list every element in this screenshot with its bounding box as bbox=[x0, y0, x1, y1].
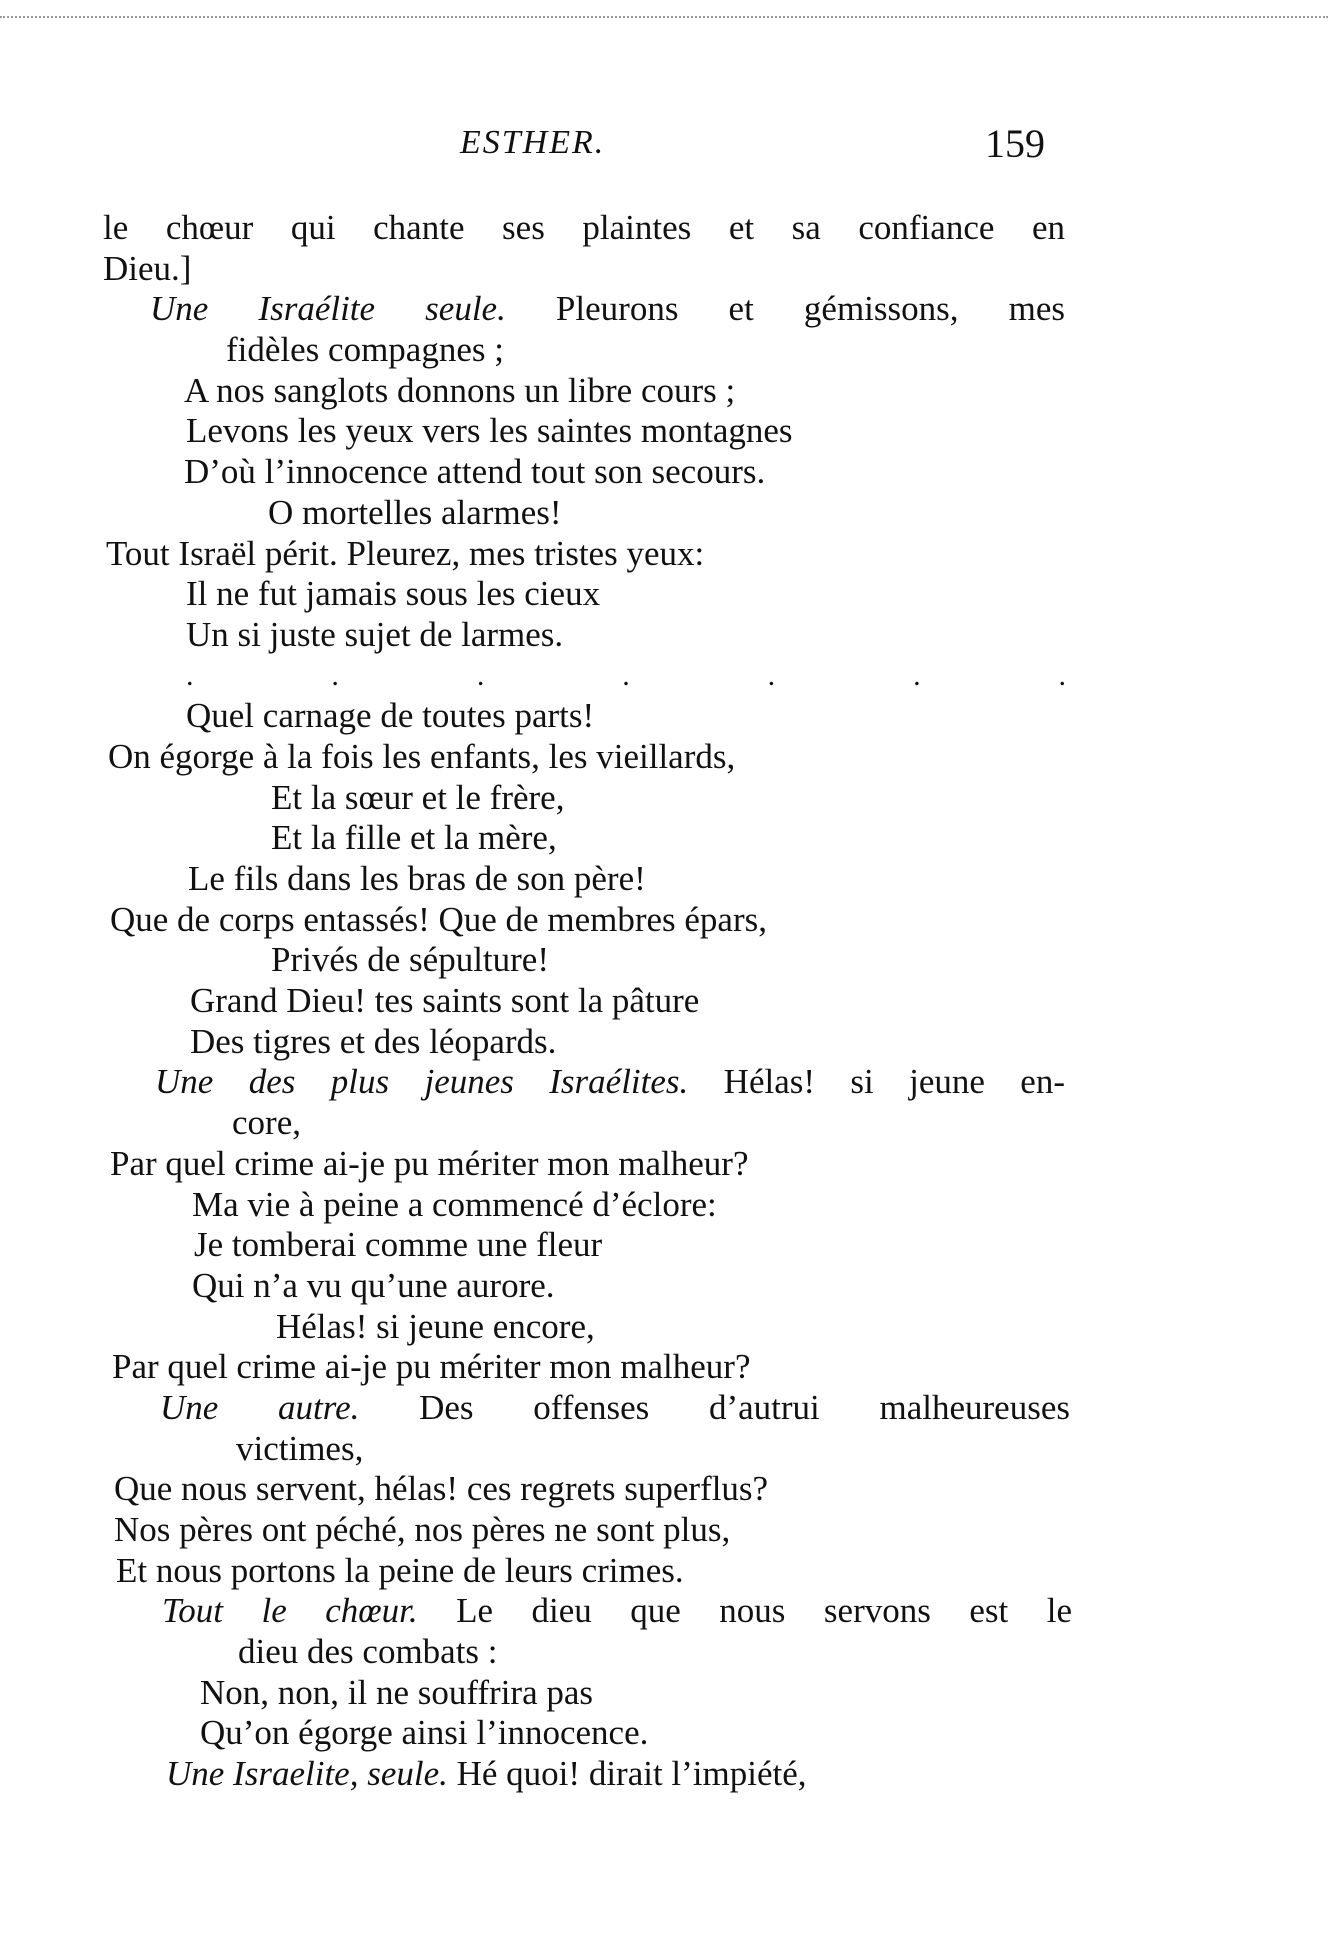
text-line bbox=[0, 1713, 1328, 1754]
text-line bbox=[0, 534, 1328, 575]
verse-text-span: Hé quoi! dirait l’impiété, bbox=[447, 1754, 807, 1794]
verse-text-span: Des offenses d’autrui malheureuses bbox=[359, 1387, 1070, 1427]
speaker-label: Une Israelite, seule. bbox=[166, 1754, 448, 1794]
line-content bbox=[150, 289, 1065, 330]
line-content: Et la sœur et le frère, bbox=[271, 777, 565, 817]
line-content: Il ne fut jamais sous les cieux bbox=[186, 574, 601, 614]
text-line bbox=[0, 615, 1328, 656]
running-head bbox=[0, 120, 1328, 170]
line-content: Par quel crime ai-je pu mériter mon malheur? bbox=[112, 1347, 751, 1387]
text-line bbox=[0, 1307, 1328, 1348]
line-content: Je tomberai comme une fleur bbox=[194, 1225, 603, 1265]
text-line bbox=[0, 900, 1328, 941]
line-content: victimes, bbox=[236, 1428, 364, 1468]
text-line bbox=[0, 1022, 1328, 1063]
speech-line bbox=[0, 1754, 1328, 1795]
line-content: Que nous servent, hélas! ces regrets superflus? bbox=[114, 1469, 769, 1509]
text-line bbox=[0, 452, 1328, 493]
text-line bbox=[0, 330, 1328, 371]
text-line bbox=[0, 371, 1328, 412]
speaker-label: Une autre. bbox=[160, 1387, 360, 1427]
speech-line bbox=[0, 1591, 1328, 1632]
text-line bbox=[0, 1225, 1328, 1266]
text-line bbox=[0, 940, 1328, 981]
text-line bbox=[0, 1185, 1328, 1226]
line-content: Nos pères ont péché, nos pères ne sont plus, bbox=[114, 1510, 731, 1549]
line-content: Un si juste sujet de larmes. bbox=[186, 614, 564, 654]
line-content: O mortelles alarmes! bbox=[268, 492, 562, 532]
running-title: ESTHER. bbox=[460, 124, 606, 161]
text-line bbox=[0, 1632, 1328, 1673]
text-line bbox=[0, 1347, 1328, 1388]
text-line bbox=[0, 1673, 1328, 1714]
line-content: Tout Israël périt. Pleurez, mes tristes yeux: bbox=[106, 533, 705, 573]
line-content: dieu des combats : bbox=[238, 1632, 498, 1672]
text-line bbox=[0, 778, 1328, 819]
text-line bbox=[0, 981, 1328, 1022]
text-line bbox=[0, 1144, 1328, 1185]
text-line bbox=[0, 249, 1328, 290]
line-content: core, bbox=[232, 1103, 301, 1143]
speech-line bbox=[0, 1062, 1328, 1103]
speech-line bbox=[0, 1388, 1328, 1429]
line-content: Grand Dieu! tes saints sont la pâture bbox=[190, 981, 700, 1021]
scan-edge-rule bbox=[0, 16, 1328, 18]
text-line bbox=[0, 696, 1328, 737]
text-line bbox=[0, 737, 1328, 778]
text-line bbox=[0, 1510, 1328, 1551]
line-content: Qu’on égorge ainsi l’innocence. bbox=[200, 1713, 649, 1753]
line-content: Que de corps entassés! Que de membres épars, bbox=[110, 899, 767, 939]
speech-line bbox=[0, 289, 1328, 330]
verse-text-span: Pleurons et gémissons, mes bbox=[505, 289, 1065, 329]
line-content: Levons les yeux vers les saintes montagnes bbox=[186, 411, 793, 451]
line-content: Par quel crime ai-je pu mériter mon malheur? bbox=[110, 1143, 749, 1183]
line-content bbox=[162, 1591, 1072, 1632]
text-line bbox=[0, 574, 1328, 615]
line-content: Non, non, il ne souffrira pas bbox=[200, 1672, 594, 1712]
line-content bbox=[166, 1754, 807, 1795]
line-content: le chœur qui chante ses plaintes et sa confiance en bbox=[103, 208, 1065, 247]
line-content: Quel carnage de toutes parts! bbox=[186, 696, 595, 736]
line-content: Ma vie à peine a commencé d’éclore: bbox=[192, 1184, 717, 1224]
text-line bbox=[0, 493, 1328, 534]
line-content: On égorge à la fois les enfants, les vieillards, bbox=[108, 736, 736, 776]
line-content: Le fils dans les bras de son père! bbox=[188, 859, 646, 898]
speaker-label: Tout le chœur. bbox=[162, 1591, 418, 1631]
text-line bbox=[0, 1469, 1328, 1510]
text-line bbox=[0, 859, 1328, 900]
line-content: Des tigres et des léopards. bbox=[190, 1021, 557, 1061]
line-content: Dieu.] bbox=[103, 248, 192, 288]
text-line bbox=[0, 1266, 1328, 1307]
page-number: 159 bbox=[985, 121, 1045, 166]
speaker-label: Une des plus jeunes Israélites. bbox=[155, 1062, 689, 1102]
line-content bbox=[160, 1388, 1070, 1429]
text-line bbox=[0, 818, 1328, 859]
text-line bbox=[0, 1551, 1328, 1592]
verse-text-span: Hélas! si jeune en- bbox=[688, 1062, 1065, 1102]
text-line bbox=[0, 1429, 1328, 1470]
verse-text bbox=[0, 208, 1328, 1795]
verse-text-span: Le dieu que nous servons est le bbox=[417, 1591, 1072, 1631]
line-content: Et la fille et la mère, bbox=[271, 818, 557, 858]
text-line bbox=[0, 411, 1328, 452]
speaker-label: Une Israélite seule. bbox=[150, 289, 506, 329]
line-content: fidèles compagnes ; bbox=[226, 330, 504, 370]
text-line bbox=[0, 1103, 1328, 1144]
ellipsis-line bbox=[0, 656, 1328, 697]
line-content: Privés de sépulture! bbox=[271, 940, 549, 980]
text-line bbox=[0, 208, 1328, 249]
line-content bbox=[155, 1062, 1065, 1103]
line-content: Qui n’a vu qu’une aurore. bbox=[192, 1265, 555, 1305]
line-content: Hélas! si jeune encore, bbox=[276, 1306, 595, 1346]
line-content: Et nous portons la peine de leurs crimes. bbox=[116, 1550, 684, 1590]
line-content: D’où l’innocence attend tout son secours. bbox=[184, 452, 766, 492]
line-content: . . . . . . . bbox=[186, 658, 1066, 692]
line-content: A nos sanglots donnons un libre cours ; bbox=[184, 370, 736, 410]
